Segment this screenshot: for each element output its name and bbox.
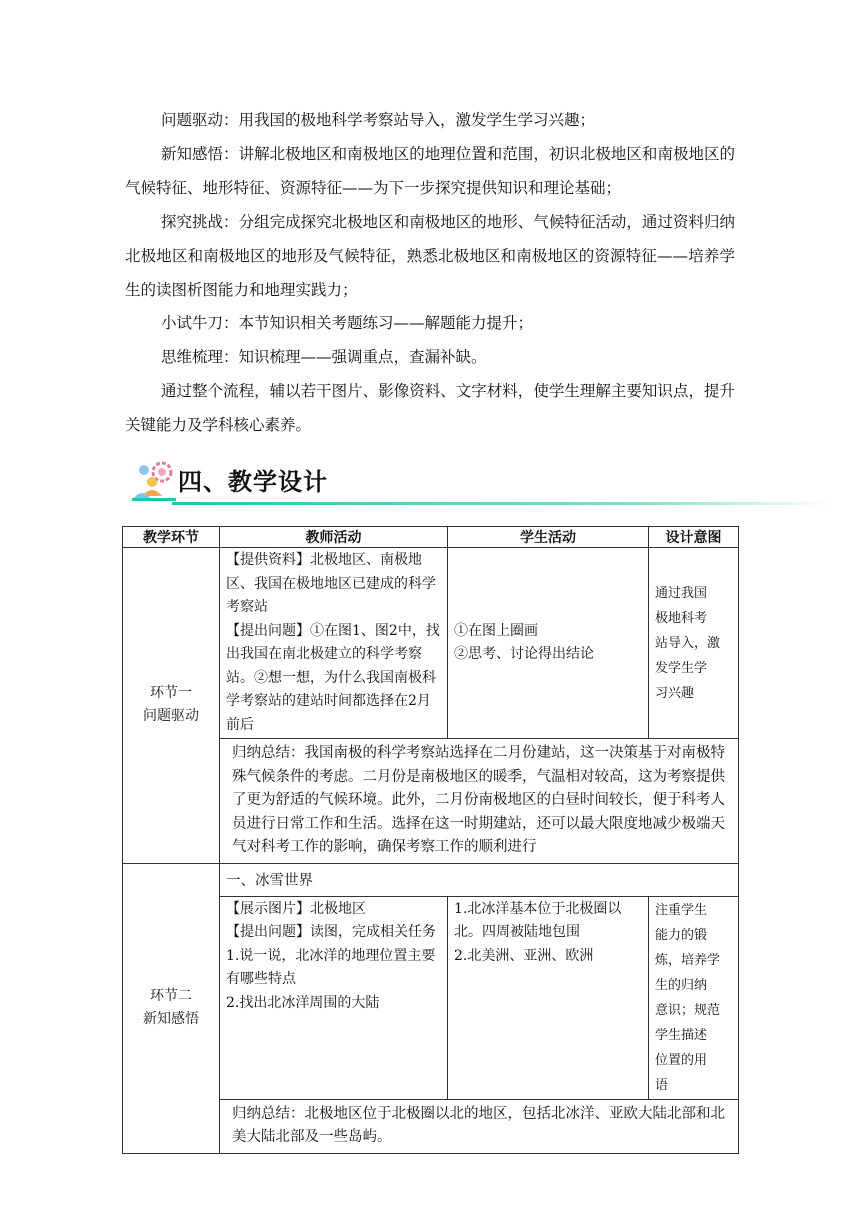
paragraph-explore-challenge: 探究挑战：分组完成探究北极地区和南极地区的地形、气候特征活动，通过资料归纳北极地区和南极地区的地形及气候特征，熟悉北极地区和南极地区的资源特征——培养学生的读图析图能力和地理实践力； <box>125 213 735 299</box>
header-student-activity: 学生活动 <box>448 527 649 548</box>
people-gear-icon <box>132 458 176 502</box>
paragraph-new-knowledge: 新知感悟：讲解北极地区和南极地区的地理位置和范围，初识北极地区和南极地区的气候特征、地形特征、资源特征——为下一步探究提供知识和理论基础； <box>125 145 735 197</box>
header-teacher-activity: 教师活动 <box>220 527 448 548</box>
stage2-teacher-activity: 【展示图片】北极地区 【提出问题】读图，完成相关任务 1.说一说，北冰洋的地理位置主要有哪些特点 2.找出北冰洋周围的大陆 <box>226 900 436 1011</box>
header-stage: 教学环节 <box>123 527 220 548</box>
stage2-design-intent: 注重学生 能力的锻 炼，培养学 生的归纳 意识；规范 学生描述 位置的用 语 <box>655 902 721 1093</box>
stage1-teacher-activity: 【提供资料】北极地区、南极地区、我国在极地地区已建成的科学考察站 【提出问题】①在图1、图2中，找出我国在南北极建立的科学考察站。②想一想，为什么我国南极科学考察站的建站时间都选择在2月前后 <box>226 552 440 733</box>
stage1-design-intent: 通过我国 极地科考 站导入，激 发学生学 习兴趣 <box>655 585 721 701</box>
stage1-student-activity: ①在图上圈画 ②思考、讨论得出结论 <box>454 622 594 662</box>
section-underline <box>172 502 832 505</box>
section-title: 四、教学设计 <box>178 468 328 496</box>
stage2-summary: 归纳总结：北极地区位于北极圈以北的地区，包括北冰洋、亚欧大陆北部和北美大陆北部及一些岛屿。 <box>232 1105 725 1145</box>
table-header-row <box>123 527 739 548</box>
teaching-design-table <box>122 526 739 1154</box>
table-row-stage2-subsection <box>123 863 739 896</box>
header-design-intent: 设计意图 <box>649 527 739 548</box>
stage2-student-activity: 1.北冰洋基本位于北极圈以北。四周被陆地包围 2.北美洲、亚洲、欧洲 <box>454 900 622 964</box>
section-heading <box>132 458 832 508</box>
paragraph-problem-driven: 问题驱动：用我国的极地科学考察站导入，激发学生学习兴趣； <box>161 111 596 129</box>
paragraph-process-summary: 通过整个流程，辅以若干图片、影像资料、文字材料，使学生理解主要知识点，提升关键能力及学科核心素养。 <box>125 382 735 434</box>
stage2-name: 环节二 新知感悟 <box>143 988 199 1027</box>
paragraph-mind-map: 思维梳理：知识梳理——强调重点，查漏补缺。 <box>161 348 487 366</box>
stage1-name: 环节一 问题驱动 <box>143 685 199 725</box>
paragraph-practice: 小试牛刀：本节知识相关考题练习——解题能力提升； <box>161 314 534 332</box>
table-row-stage1 <box>123 548 739 739</box>
stage2-subsection-title: 一、冰雪世界 <box>226 873 313 889</box>
stage1-summary: 归纳总结：我国南极的科学考察站选择在二月份建站，这一决策基于对南极特殊气候条件的考虑。二月份是南极地区的暖季，气温相对较高，这为考察提供了更为舒适的气候环境。此外，二月份南极地区的白昼时间较长，便于科考人员进行日常工作和生活。选择在这一时期建站，还可以最大限度地减少极端天气对科考工作的影响，确保考察工作的顺利进行 <box>232 745 725 855</box>
